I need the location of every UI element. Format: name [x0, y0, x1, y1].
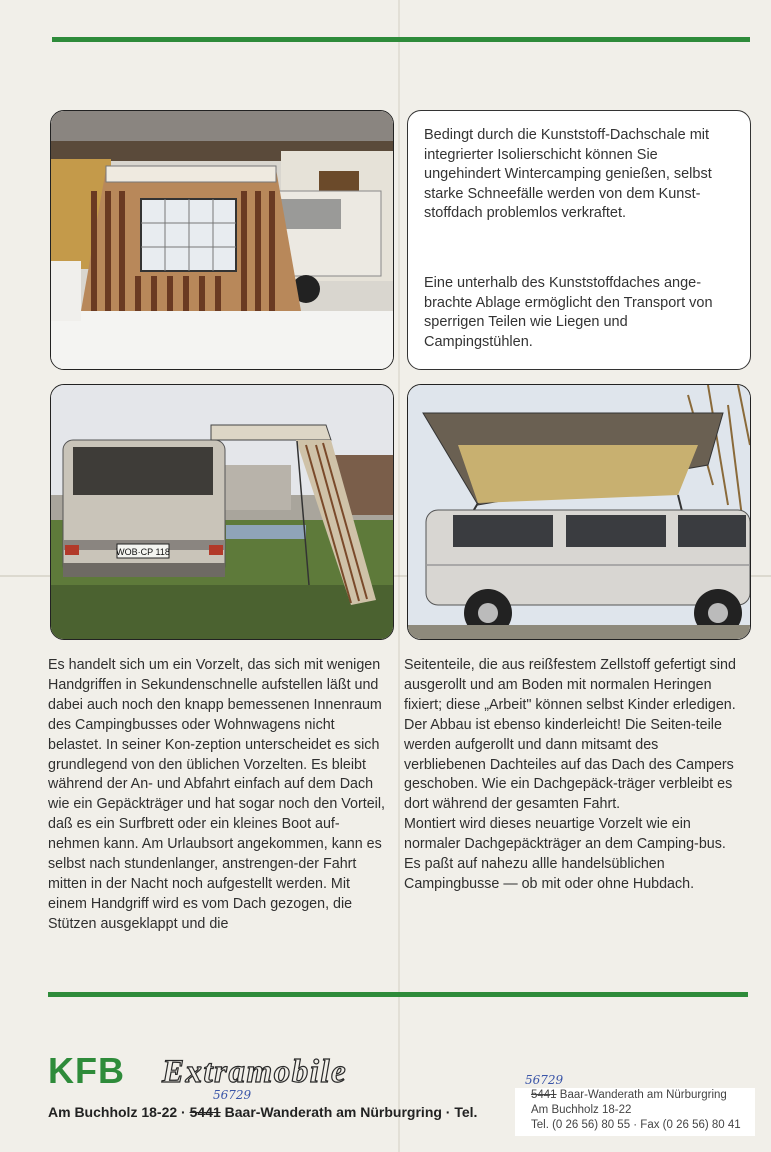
storage-text: Eine unterhalb des Kunststoffdaches ange-brachte Ablage ermöglicht den Transport von sperrigen Teilen wie Liegen und Campingstühlen.: [424, 275, 713, 350]
photo-van-tent-rear: [50, 384, 394, 640]
stamp-line-1: [515, 1088, 755, 1103]
extramobile-logo: Extramobile: [162, 1054, 348, 1090]
handwritten-zip: 56729: [213, 1088, 252, 1102]
photo-winter-camping: [50, 110, 394, 370]
bottom-green-rule: [48, 992, 748, 997]
address-old-zip: 5441: [189, 1104, 221, 1120]
body-text-left: Es handelt sich um ein Vorzelt, das sich mit wenigen Handgriffen in Sekundenschnelle aufstellen läßt und dabei auch noch den knapp bemessenen Innenraum des Campingbusses oder Wohnwagens nicht belastet. In seiner Kon-zeption unterscheidet es sich grundlegend von den üblichen Vorzelten. Es bleibt während der An- und Abfahrt einfach auf dem Dach wie ein Gepäckträger und hat sogar noch den Vorteil, daß es ein Surfbrett oder ein kleines Boot auf-nehmen kann. Am Urlaubsort angekommen, kann es selbst nach stundenlanger, anstrengen-der Fahrt mitten in der Nacht noch aufgestellt werden. Mit einem Handgriff wird es vom Dach gezogen, die Stützen ausgeklappt und die: [48, 657, 385, 932]
company-address: [48, 1104, 477, 1120]
handwritten-zip: 56729: [525, 1073, 564, 1087]
paper-fold: [398, 0, 400, 1152]
top-green-rule: [52, 37, 750, 42]
kfb-logo: KFB: [48, 1050, 125, 1091]
stamp-line-2: Am Buchholz 18-22: [531, 1104, 632, 1116]
stamp-old-zip: 5441: [531, 1089, 557, 1101]
body-text-right: [404, 656, 740, 895]
address-street: Am Buchholz 18-22 ·: [48, 1104, 190, 1120]
body-paragraph: Der Abbau ist ebenso kinderleicht! Die Seiten-teile werden aufgerollt und dann mitsamt des verbliebenen Dachteiles auf das Dach des Campers geschoben. Wie ein Dachgepäck-träger verbleibt es dort während der gesamten Fahrt.: [404, 716, 734, 813]
stamp-line-3: Tel. (0 26 56) 80 55 · Fax (0 26 56) 80 41: [531, 1119, 741, 1131]
body-paragraph: Seitenteile, die aus reißfestem Zellstoff gefertigt sind ausgerollt und am Boden mit normalen Heringen fixiert; diese „Arbeit" können selbst Kinder erledigen.: [404, 657, 736, 713]
winter-camping-text: Bedingt durch die Kunststoff-Dachschale mit integrierter Isolierschicht können Sie ungehindert Wintercamping genießen, selbst starke Schneefälle werden von dem Kunst-stoffdach problemlos verkraftet.: [424, 127, 712, 221]
photo-van-open-roof: [407, 384, 751, 640]
body-paragraph: Montiert wird dieses neuartige Vorzelt wie ein normaler Dachgepäckträger an dem Camping-bus. Es paßt auf nahezu allle handelsüblichen Campingbusse — ob mit oder ohne Hubdach.: [404, 816, 726, 892]
address-stamp: [515, 1088, 755, 1136]
license-plate: WOB·CP 118: [116, 547, 170, 557]
address-rest: Baar-Wanderath am Nürburgring · Tel.: [220, 1104, 478, 1120]
stamp-town: Baar-Wanderath am Nürburgring: [556, 1089, 727, 1101]
